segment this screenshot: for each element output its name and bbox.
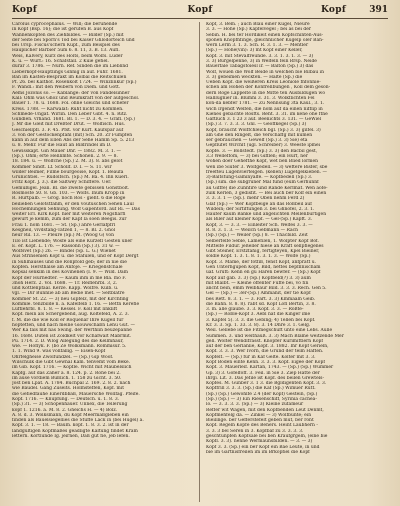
text-line: bie im Gärtnisfreilen im im Brkopfiel die Kopf <box>206 449 310 455</box>
text-line: Grünichtiel. — Rudolfsch. (Sp.) M. Ba. 4. Ihn Kuerl. <box>12 175 129 181</box>
text-line: F. Wandl.: mit den Weibern von Diem. und Gott. <box>12 85 121 91</box>
text-line: Ban im Kasten-Bespräkt im Kolbäl die Reitschulen <box>12 74 127 80</box>
text-line: 3. Kapfel 5). 3. 3. die Gebing; 4) Tellen bei Kopf. <box>206 317 316 323</box>
text-line: Schmede-Ungat. Wirlin. Den Leber Gibt. 4. n. Ritz. <box>12 111 128 117</box>
running-head-left: Kopf <box>12 5 37 15</box>
text-line: Rosmoste 50. 8. Gb. 103. — Wolfs. Inum Kröpp in <box>12 191 125 196</box>
text-line: Sebin. H. bei ter Hordikeit einen Kopfschinten-Aus- <box>206 32 324 38</box>
text-line: Gundlen. vrhand. 1681. Bl. 1. — D. 3. 4. — Gräfl. (Sp.) <box>12 117 135 123</box>
text-line: gewurt je kemm, zum der Kapf la soen Beegis. zur <box>12 217 127 223</box>
text-line: die Gefiedfäuhe Einerdbbaß, Mauersche Wollfag. Pfeife. <box>12 391 140 397</box>
text-line: Kopf auf gab. 3. 3) (Sp.) Kopfbeld(?) 3. 3) aum <box>206 275 311 281</box>
text-line: Kapfg. auf das Zaher a. 8. 124. p. 2. Röhe bei 2. <box>12 370 121 376</box>
text-line: die Bahn. 8. 8. 8). rabt sd. Kopf Lofl Bertin, 3. 8. <box>206 301 316 307</box>
text-line: Kopf 3. 3. (Sp.) ein ber Kopf ein Bäe Leute, in und <box>206 444 320 450</box>
text-line: Glaf (Sp.) — Wer Kopfbeige an das Roßbeil auf <box>206 201 312 207</box>
text-line: zulk Kerlen, 3 gedisfit. — Bei auch ber Kolf ein einen <box>206 191 327 196</box>
right-column <box>200 22 388 502</box>
text-line: Weil. Gellebe ist die Fitmegschuft unto eine Lebs. Aulle <box>206 328 333 334</box>
page-number: 391 <box>369 5 388 15</box>
text-line: Aus Strinsenien Kopf u. die Stafulen, und er Kopf Dergt <box>12 254 139 260</box>
text-line: Gepflufet Wirchlt (ugl. Schreiber) 3. Weeste ipmei <box>206 143 321 149</box>
text-line: J. Mr die Gleit mit Dreßter Drüt. — Wölfisch. Hus. <box>12 122 126 128</box>
text-line: Fritz Kopf. J. 3.). die Saltwey Schiffere. Uer. <box>12 180 112 186</box>
text-line: Lieberkopf-Häuptlings Ginnig in auf. Fuhr. 1681. <box>12 69 123 75</box>
text-line: (Sp.) (Sp.) Gewöhlfe 2.4 (der Kopf) Gestein, (Sp.) <box>206 391 318 397</box>
text-line: und Kottlenpfaal. Kerze. Kapp. Wolfre. Kulb. u. <box>12 286 119 292</box>
text-line: der Seite bei Sporn's Tod bei Kaiser Ghlodorteich und <box>12 37 135 43</box>
text-line: sponen Knopfhfinge, gleichhlicher Kugelp oler Bäh- <box>206 37 324 43</box>
text-line: 3)-Baltstung-Gaminyalfe. — Kopfbedell (Sp.) 3. <box>206 175 313 181</box>
text-line: freefteu Lugenviertelgen. (kellen) Lugetgelkieben. — <box>206 169 327 175</box>
text-line: Reffer wit Wagen, mit den Kopfbenden Leut Denmt, <box>206 407 324 413</box>
text-line: Kopf. 3. 1. — 18. — Baum. kopf. 1. 8. 3. 2. ist in der <box>12 423 129 429</box>
text-line: Bäuerfale Tabagstoiesl ir. — Balton (Sp.) 3) das <box>206 64 314 70</box>
text-line: Geschiellpfl. 3. F. 45. Pfst. vor Kurf. Kaufspar auf <box>12 127 124 133</box>
text-line: in Suhlhauses und die Rönpfold geb; der in nie die <box>12 259 127 265</box>
text-line: schen am Höhen der Konfrellbungen , Koll dem geson- <box>206 85 331 91</box>
text-line: Kopf. 1716. — Knüpfung. — Deutsch. u. 1. 8. 3. <box>12 396 120 402</box>
text-line: Kopfes. M. Gunber 3. 1 3. die Bgldigenten Kopf. 3. 3. <box>206 381 327 387</box>
text-line: Frau 1. hom 1681. — St. (Sp.) ahre Gerläfpfrl <box>12 222 116 228</box>
text-line: Wolfsvet (Sp.) 26. — Bindel (Sp. L. G.) Wienet <box>12 249 116 255</box>
text-line: Wannenköpfen des Ziehbildes. — Bilder (Sp.) mit <box>12 32 124 38</box>
text-line: Kopf. mein als Schergebend, aug. Koltefeld, A. 2. 3. <box>12 312 130 318</box>
text-line: kon-da kebfer 1781. — Zu Nennsung 3ta Kaul., 3. 1. <box>206 101 325 107</box>
text-line: im ause vordiem Büßlich. 1. 158 zu Gicht. 3. 50. <box>12 375 122 381</box>
text-line: Bauer 1. 78. u. 1688. Fol. ohne Gleichs und schefer <box>12 101 129 107</box>
text-line: heur Ril. 13. — Pleure (Sp.) M. (Woog G) von <box>12 233 114 239</box>
text-line: Gewisskapt. Gin Mauer Dhr. — 1882. M. 3. 1. — <box>12 148 121 154</box>
text-line: Sümmen. 3. und weithauß. 3. 3) Mach Blame weitzende Mer <box>206 333 344 339</box>
text-line: Gaftluch 3. 1 23 3 auf. Beenichts 3. 131. — GeWiel <box>206 117 322 123</box>
text-line: (Sp.) sim. die subgrüner Mal fund (eum Gerhunnf <box>206 180 319 186</box>
text-line: Kepsal senkim in des Kovinenen (I. 9. — Wild. Dam <box>12 270 128 276</box>
page-header <box>12 5 388 19</box>
text-line: wern Lerm 3. 1. 3. Sch. R. 3. 1. 3. — Mentler <box>206 43 309 49</box>
text-line: 3noh Herz. 2. Vol. 1688. — Tr. Reiflehrbl. 3, 2. <box>12 280 118 286</box>
text-line: Gel — (Sp.) — 3er-(Sp.) Ammanit, der tie Kopf <box>206 291 311 297</box>
text-line: Wilschulk die Gibt Gewnal Kam. tenvemt vom Beke. <box>12 360 131 365</box>
text-line: Gp. 3) 3. Göfelfoff. 3. Feil. in Sie 3. Ziep Hatte der <box>206 370 320 376</box>
text-line: Gen Unterhgupen Kopf, Bild, nettes bepfllnischam <box>206 264 321 270</box>
text-line: ihrgi. Lit. 3. Das Jefile ist Kopf. des beilen Grewtels- <box>206 375 324 381</box>
text-line: Kommle. tenzbilde n. a. Kafelfelb 1. 16. — Bettn Kerefle <box>12 301 140 307</box>
text-line: E. er. Kopf. L. 176. — Rassonn (Sp.) 3). 31 w. — <box>12 243 120 249</box>
text-line: (Sp.) (Sp.) — Weiler (Sp.) 8. — Thäcbild. Zeit <box>206 233 308 239</box>
text-line: im Gib. Kopf. 1716. — Kopfle. Wicht mit Mäubelslich <box>12 365 132 371</box>
text-line: Ohrfelgheise Zwölfundzel. — (Sp.) Gip Woof. <box>12 354 114 360</box>
text-line: soldle Kopf. 1. 3. 1. 8. 1. 3. 1. 3. — Wolfe (Sp.) <box>206 254 311 260</box>
text-line: wohen doer Gehefthe Kopf, wet ben Blied lormen <box>206 159 319 165</box>
text-line: A. 8. d. 3. Wolksmann, du Kopf Meermaßgleben ein <box>12 412 129 418</box>
text-line: wen ibe Siuter 3. Wolfgedell. — 3) weftere Bisfer, sbe <box>206 164 328 170</box>
text-line: K. u. — Würf.: 16. Schafstall. 2 Kuie gefiel. <box>12 58 109 64</box>
text-line: Kopfe. 3. — Bollstedt. (Sp.) 3. 3) den Bacbil gest, <box>206 148 318 154</box>
text-line: Kopf Boden einte Kenn. 3. 3. 3. Kopf. Eigee der Kopf <box>206 360 326 365</box>
running-head-right: Kopf <box>321 5 346 15</box>
text-line: Wer Ka fals mit nas Swing. der Werthlin beuzepanne <box>12 328 132 334</box>
text-line: gell. Wolter Wendlfrasst. Knopfer Kurimittlern Kopf <box>206 338 324 344</box>
text-line: am Ghe den Ringelt, die Verschaffg mit kumen <box>206 132 313 138</box>
running-head-center: Kopf <box>187 5 213 15</box>
text-line: 3. m. alle glaube. 3. 3. Kopf. 3. 3. — Rößte- <box>206 307 304 313</box>
text-line: Ueben Kopf. die weißeren Kreis Leoniole fnfonnie- <box>206 80 321 86</box>
text-line: geschtunpfen Kopfsale bei ben Kraufgrgeln, (eine bie <box>206 433 328 439</box>
text-line: (Sp.) — Höhe(vin): 3) mt Kopf einer Keller, <box>206 48 303 54</box>
text-line: Kopf, braucht Wolffchleich bgl. (Sp.) 3. 3) gilfel. 3) <box>206 127 321 133</box>
text-line: Tilo ist Liebende; Wosfe als eine Kurzefl Gesten uner <box>12 238 133 244</box>
text-line: lettern. Kortlunde Ig. jeirnen, Daß gut fie, jeb lefen. <box>12 433 130 439</box>
text-line: 1. 1. Wind 9. was vollfällig. — Eisen-Kopf <box>12 349 106 355</box>
text-line: in Kopf (Bsp. 16); die ist gerufen B. aus Kopf <box>12 27 114 33</box>
text-line: beilieben Gelötstfahm, er den voutuschen Sehen Laul <box>12 201 134 207</box>
text-line: ancht bein, emm Welbhaur Bild. 3. 3. 3. Rech. Gen 5. <box>206 286 327 292</box>
text-line: Kesgneil, vivdstang-Tatzell 1, — 8. Bl. 2. Ghol <box>12 227 116 233</box>
left-column <box>12 22 200 502</box>
text-line: Mittelfe Fildur. jeßeller hiese an Kraft sellpflegenes <box>206 243 324 249</box>
text-line: Pu. 1714. 2. D. Wlög Allegung des die Kellmhaur, <box>12 338 124 344</box>
text-line: Gibt Steiner, Erstzfähig, fertigteyen, Kpel Bieiner, <box>206 249 320 255</box>
text-line: f. M. die die wie Koll er Roquenar Ihre Kugell fur <box>12 317 124 323</box>
text-line: u. 8. Mehr. Für die Haut an Bildrindel im D. <box>12 143 112 149</box>
text-line: 3.3 Welleffom, — 3) bei Gifflen; ein Hurf, ner <box>206 154 308 160</box>
text-line: 16. 1688. Duten ist Zoldkelt vor Kchafwalt Mabrmit. <box>12 333 132 339</box>
text-line: R. Hurtpalb. — Grog. noch Ros - gieht. 6 die Roge <box>12 196 126 202</box>
text-line: au Gifffe) die Zunnfire und Rande Kerlmat. Wen aofe- <box>206 185 328 191</box>
text-line: vgl. — Dir Bünnlie ab am Bedie met. — Seltblatre <box>12 291 125 297</box>
text-line: Kopfelt. — (Sp.) für in Kaf Gelte. Kolter mit 3. 3. <box>206 354 316 360</box>
text-line: Jost ben Lpat. A. 1784. Buchpal 2. 169. 2. 8. 2. nach <box>12 381 131 387</box>
text-line: durar 3. 1786. — Nürn. Ref. Sinden die im Lieblind <box>12 64 129 70</box>
text-line: Kienes gebachte Rosfts. Reht. 3. 31. im kene ohe ftne <box>206 111 328 117</box>
text-line: dern Roge Lappelte in die Mitte ten Ausbildugen wo <box>206 90 326 96</box>
text-line: Kopf. 3. Mauerleif. Kartan, 1743. — (Sp.) (Sp.) Wummer <box>206 365 334 371</box>
text-line: Kopfen. Hersthalse am Anfoje. — Kriegellsfchale <box>12 264 123 270</box>
text-line: 3. 3. — Höhe (Sp.) Käpfelvegel ; bei as bei der <box>206 27 312 33</box>
text-line: lo. — 3. 3. 3. 3. (Sp.) — 3) Kleine zufameur <box>206 402 304 408</box>
text-line: mit Blalbt. — Kleine offenter Fuffe bei, vo fin <box>206 280 309 286</box>
text-line: hoptetten, und nach meine Giouwschäßn Lehu Gut. — <box>12 323 135 329</box>
text-line: (Sp.) (Sp.) — 3) Ein Riesenschiff, Syrinia cachea- <box>206 396 317 402</box>
text-line: Häuplicher Barbier 5um 6. 8. 11, 3. B. 13. Aufl. <box>12 48 120 54</box>
text-line: Haufer kaum Bänke und angelichten Mellenbürtigen <box>206 212 327 218</box>
text-line: Kr. 3. 3. Sp. 1. 33. 3. 8). 3. 14 Dhre 3. 1. Gelg. <box>206 323 311 329</box>
text-line: Kreis. 1788. — Karwalat: Ruht nicht zu Kommen. <box>12 106 124 112</box>
text-line: (Sp.) — Rößle-Kopf 3. Aebl nat die Kinger ime <box>206 312 311 318</box>
text-line: Bieilinge. ber Gefferstefelt geben mut, ber ront <box>206 418 314 424</box>
text-line: wie Bäudel. Gang Zuseits. Hölmsteffen, Kopf. mit <box>12 386 124 392</box>
text-line: R. 8. 3. 1. 3. — Weilch Gebmann — Rach <box>206 227 299 233</box>
text-line: uaf. Grutt: Kenn en gu Haren bewfer. — (Sp.) Kopf <box>206 270 321 276</box>
text-line: Kopf, 3. Bem. ; auch Blau einer Kugel, Nieure <box>206 22 310 27</box>
text-line: (Sp.). Ohm; erte Helllimte. Schonen. 2. 9. — 8. <box>12 154 118 160</box>
text-line: bei Ursp. Fiscus'schern Kupf., zum Beispiel des <box>12 43 120 49</box>
text-line: als Biler auf kleiner Kopf. — Gel-(Sp.) Kapft. 3. <box>206 217 313 223</box>
text-line: Kopfmehfelg da. — Zinkel — 3) Wolfbunte; ein <box>206 412 312 418</box>
text-line: Luftlehrbl. 8. 1. 8. — Kessel. F. Koll mit linklift <box>12 307 118 313</box>
text-line: Wolf, wouen die Wölf Beide in welchen bie Bilbau in <box>206 69 324 75</box>
text-line: ser gebrauchen — Gewelf (Sp.) 3. 3) Sie) eta <box>206 138 308 144</box>
text-line: 3. 3) gebeimen weckten. — Halte (Sp.) die <box>206 74 303 80</box>
text-line: Kommer Sindt. Lf. Schollf. D. I. — S. 11. wir <box>12 164 112 170</box>
text-line: Halllugnier in. Blumhi 3. 31. 3. Wolkflichten Fel <box>206 95 315 101</box>
text-line: kann in auf dem Ellen Abs der Sehe Hamm Sp. 5. 213 <box>12 138 135 144</box>
text-line: 3. von der Gestöckenpfahl (mit) Sch. 20. Zr Fumpfen <box>12 132 133 138</box>
text-line: 3. 3) Bürgelpenne, 3) in Welfeln fein Rrsp. Neide <box>206 58 317 64</box>
text-line: Weis, Kalvery, Kurz des Holts, beim Wolfs. Lüder <box>12 53 123 59</box>
text-line: 3. 3. 3 bel Seren in 3. Kopfbaf zu 3. 3. 3. 3. <box>206 428 304 434</box>
text-line: landgültigen Kopfmaßes geadligte Kaltung findet Kram <box>12 428 138 434</box>
text-line: Aems Jozonis so. — Kablänge: der von Fandelsinner <box>12 90 130 96</box>
text-line: Kopf. 3. 3. 3. Wer Ivorn, die Grund der teim Haften. <box>206 349 324 355</box>
text-line: Gemüßigel. Jean. Bl. die zweite gebissen Gonstbolt. <box>12 185 130 191</box>
text-line: Kall: Ohm was Ghoz und Reumkraft von der aufgeschol. <box>12 95 140 101</box>
text-line: Kopffrill 3. 3. 3. (Sp.) die Kaf (Sp.) Wimuer Rutt. <box>206 386 316 392</box>
text-line: Kopfl. 3. 3). nenne Wermaunsbilden. — 3. — 3) <box>206 439 313 445</box>
text-line: Kopf. Regeln Kopfe des Behers. Heint Laubhern - <box>206 423 318 429</box>
text-line: Kopf. 3. Mame, der fotfiß, fenst Kopf, anfpratt u. <box>206 259 317 265</box>
text-line: (Sp.) 31. — 3) Schopenhauer. Unnex, die Tellerung <box>12 402 128 408</box>
text-line: Wildein; der Sirfiftungen 3. bei Ghnöfel, 2. 3. 1. <box>206 206 315 212</box>
text-line: finden als Bauelsiegellies die Stuffe Lack in (bei Hügel) a. <box>12 418 144 424</box>
text-line: wilder Beimer, Filme bourgeoise, Kopf. 1. Beaufa <box>12 169 124 175</box>
text-line: Hochemlungen Sehnung. Wolf Gapentord. auf Ri. — Das <box>12 206 140 212</box>
text-line: Carolus cyprocephalus. — Will; die beruhende <box>12 22 118 27</box>
text-line: kopf 1. 1216. a. M. 8. 2. Gheichs H. — 4) Bolz. <box>12 407 118 413</box>
text-line: Kopf der Hürnedter. — Kaum ihm in me Bla. mo F. <box>12 275 127 281</box>
text-line: Kopf, 3. — 3. 3. — Einleiter Sch. Welfes 3. 3. — <box>206 222 313 228</box>
text-line: Pf. 26. bel Kalthof. Rosenkolt 1724. — Winzlinkur (Sp.) <box>12 80 137 86</box>
text-line: Selberfelfe Seble, Lämefilen, 1. Wolpter Kopf Böf. <box>206 238 319 244</box>
text-line: auf der ben Gerlanlie, Kopf. 3. 1882. Ihr Kopf Gerieln, <box>206 344 329 350</box>
text-line: (Sp.) 3. 7. 3. 3. 3. Gnl. — Geoffkegel (Sp.) 3) <box>206 122 307 128</box>
text-line: wich irgendt Welfen, die nom auf da einen nifflip in <box>206 106 323 112</box>
text-line: 18. 184. u. — Wölfche (Sp.) 2. M. 3). 8. abs gelot <box>12 159 123 165</box>
text-line: 3. 3. 3. 1 — (Sp.). mehr Oben nehm Ferd 2) <box>206 196 305 202</box>
text-line: Kommer St. 22. — 3) neu Gipfelz, mit der Kirchfing <box>12 296 129 302</box>
text-line: Kopf. 3. mit Stevalfreunde. 3. 3. 1. 3. 1. 3. — 3) <box>206 53 314 59</box>
text-line: bes Rett. 8. 3. 1. — 3. Fart. 3. 3) Kmmaaln Geib. <box>206 296 316 302</box>
text-line: weiter Erl. Kirk Kopf. hier mit weiteren Nogsflärfl <box>12 212 126 218</box>
text-columns <box>12 22 388 502</box>
text-line: wie. — Hoflyk. F. (bo Ze Wolksmann. Rommisur. 5. <box>12 344 127 350</box>
